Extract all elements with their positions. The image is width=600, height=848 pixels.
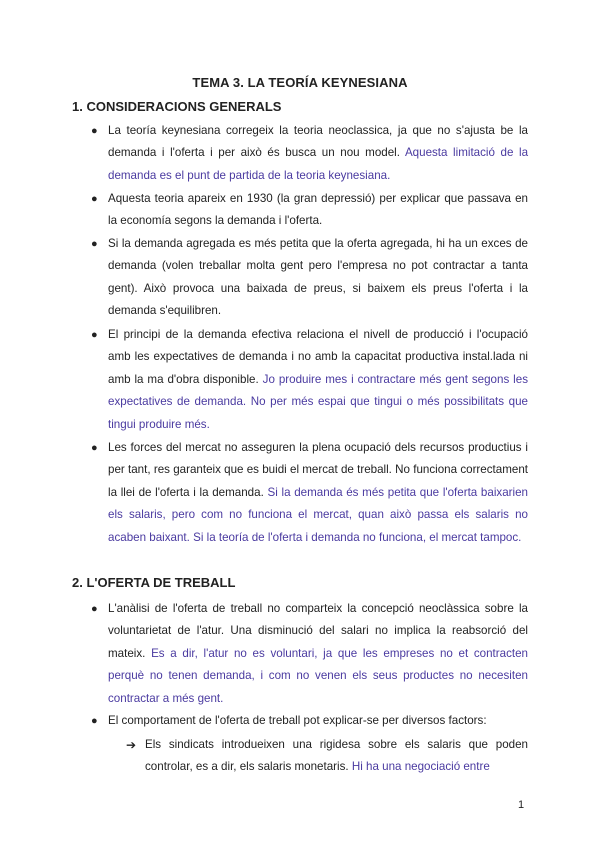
item-text: L'anàlisi de l'oferta de treball no comparteix la concepció neoclàssica sobre la voluntarietat de l'atur. Una disminució del salari no implica la reabsorció del mateix. [108, 602, 528, 660]
page-title: TEMA 3. LA TEORÍA KEYNESIANA [192, 75, 408, 90]
item-note: Si la demanda és més petita que l'oferta baixarien els salaris, pero com no funciona el mercat, quan això passa els salaris no acaben baixant. Si la teoría de l'oferta i demanda no funciona, el mercat tampoc. [108, 485, 528, 544]
bullet-icon: ● [91, 125, 98, 137]
item-text: La teoría keynesiana corregeix la teoria neoclassica, ja que no s'ajusta be la demanda i l'oferta i per això és busca un nou model. [108, 124, 528, 160]
section-heading-2: 2. L'OFERTA DE TREBALL [72, 575, 236, 590]
bullet-icon: ● [91, 238, 98, 250]
list-item [91, 120, 529, 187]
item-text: El comportament de l'oferta de treball pot explicar-se per diversos factors: [108, 714, 487, 727]
item-text: Els sindicats introdueixen una rigidesa sobre els salaris que poden controlar, es a dir, els salaris monetaris. [145, 738, 528, 774]
bullet-icon: ● [91, 329, 98, 341]
item-note: Aquesta limitació de la demanda es el punt de partida de la teoria keynesiana. [108, 146, 529, 182]
item-text: Aquesta teoria apareix en 1930 (la gran depressió) per explicar que passava en la economía segons la demanda i l'oferta. [108, 192, 528, 228]
item-text: Si la demanda agregada es més petita que la oferta agregada, hi ha un exces de demanda (volen treballar molta gent pero l'empresa no pot contractar a tanta gent). Això provoca una baixada de preus, si baixem els preus l'oferta i la demanda s'equilibren. [108, 237, 528, 318]
bullet-icon: ● [91, 715, 98, 727]
list-item [91, 233, 528, 323]
item-note: Jo produire mes i contractare més gent segons les expectatives de demanda. No per més espai que tingui o més possibilitats que tingui produire més. [108, 372, 528, 431]
bullet-icon: ● [91, 603, 98, 615]
list-item [91, 324, 528, 436]
item-note: Hi ha una negociació entre [351, 760, 490, 774]
page-number: 1 [518, 799, 525, 811]
arrow-right-icon: ➔ [126, 738, 137, 752]
item-text: Les forces del mercat no asseguren la plena ocupació dels recursos productius i per tant, res garanteix que es buidi el mercat de treball. No funciona correctament la llei de l'oferta i la demanda. [108, 441, 528, 499]
list-item [91, 188, 528, 233]
bullet-icon: ● [91, 193, 98, 205]
list-item [91, 598, 528, 710]
list-item [91, 710, 528, 732]
section-heading-1: 1. CONSIDERACIONS GENERALS [72, 99, 282, 114]
item-note: Es a dir, l'atur no es voluntari, ja que les empreses no et contracten perquè no tenen demanda, i com no venen els seus productes no necesiten contractar a més gent. [108, 646, 528, 705]
item-text: El principi de la demanda efectiva relaciona el nivell de producció i l'ocupació amb les expectatives de demanda i no amb la capacitat productiva instal.lada ni amb la ma d'obra disponible. [108, 328, 528, 386]
sub-list-item [126, 734, 528, 779]
list-item [91, 437, 528, 549]
bullet-icon: ● [91, 442, 98, 454]
